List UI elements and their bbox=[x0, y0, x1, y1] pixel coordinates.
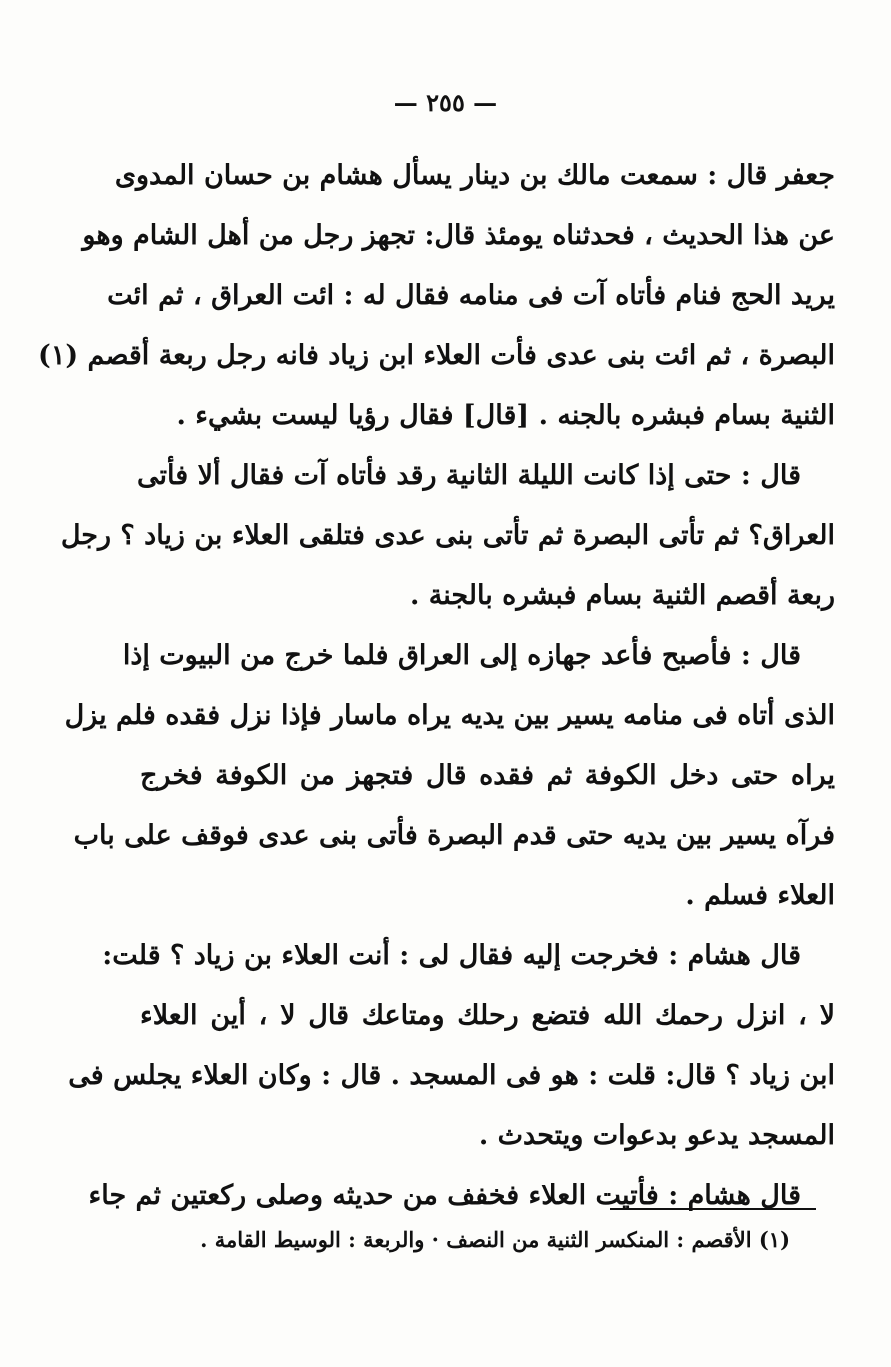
body-text bbox=[38, 146, 835, 1226]
text-line: جعفر قال : سمعت مالك بن دينار يسأل هشام بن حسان المدوى bbox=[114, 160, 835, 191]
page-number: — ٢٥٥ — bbox=[393, 88, 498, 117]
text-line: العلاء فسلم . bbox=[685, 880, 835, 911]
text-line: المسجد يدعو بدعوات ويتحدث . bbox=[478, 1120, 835, 1151]
paragraph-start-line: قال هشام : فأتيت العلاء فخفف من حديثه وصلى ركعتين ثم جاء bbox=[88, 1180, 801, 1211]
text-line: لا ، انزل رحمك الله فتضع رحلك ومتاعك قال لا ، أين العلاء bbox=[140, 1000, 835, 1031]
text-line: يراه حتى دخل الكوفة ثم فقده قال فتجهز من الكوفة فخرج bbox=[140, 760, 835, 791]
paragraph-start-line: قال هشام : فخرجت إليه فقال لى : أنت العلاء بن زياد ؟ قلت: bbox=[102, 940, 801, 971]
text-line: ربعة أقصم الثنية بسام فبشره بالجنة . bbox=[409, 580, 835, 611]
text-line: عن هذا الحديث ، فحدثناه يومئذ قال: تجهز رجل من أهل الشام وهو bbox=[82, 220, 835, 251]
text-line: الثنية بسام فبشره بالجنه . [قال] فقال رؤيا ليست بشيء . bbox=[176, 400, 835, 431]
text-line: الذى أتاه فى منامه يسير بين يديه يراه ماسار فإذا نزل فقده فلم يزل bbox=[64, 700, 835, 731]
text-line: ابن زياد ؟ قال: قلت : هو فى المسجد . قال : وكان العلاء يجلس فى bbox=[68, 1060, 835, 1091]
paragraph-start-line: قال : حتى إذا كانت الليلة الثانية رقد فأتاه آت فقال ألا فأتى bbox=[137, 460, 801, 491]
text-line: البصرة ، ثم ائت بنى عدى فأت العلاء ابن زياد فانه رجل ربعة أقصم (١) bbox=[38, 340, 835, 371]
footnote-divider bbox=[610, 1208, 816, 1210]
text-line: فرآه يسير بين يديه حتى قدم البصرة فأتى بنى عدى فوقف على باب bbox=[73, 820, 835, 851]
footnote: (١) الأقصم : المنكسر الثنية من النصف · والربعة : الوسيط القامة . bbox=[200, 1227, 790, 1252]
text-line: يريد الحج فنام فأتاه آت فى منامه فقال له : ائت العراق ، ثم ائت bbox=[107, 280, 835, 311]
paragraph-start-line: قال : فأصبح فأعد جهازه إلى العراق فلما خرج من البيوت إذا bbox=[122, 640, 801, 671]
text-line: العراق؟ ثم تأتى البصرة ثم تأتى بنى عدى فتلقى العلاء بن زياد ؟ رجل bbox=[60, 520, 835, 551]
